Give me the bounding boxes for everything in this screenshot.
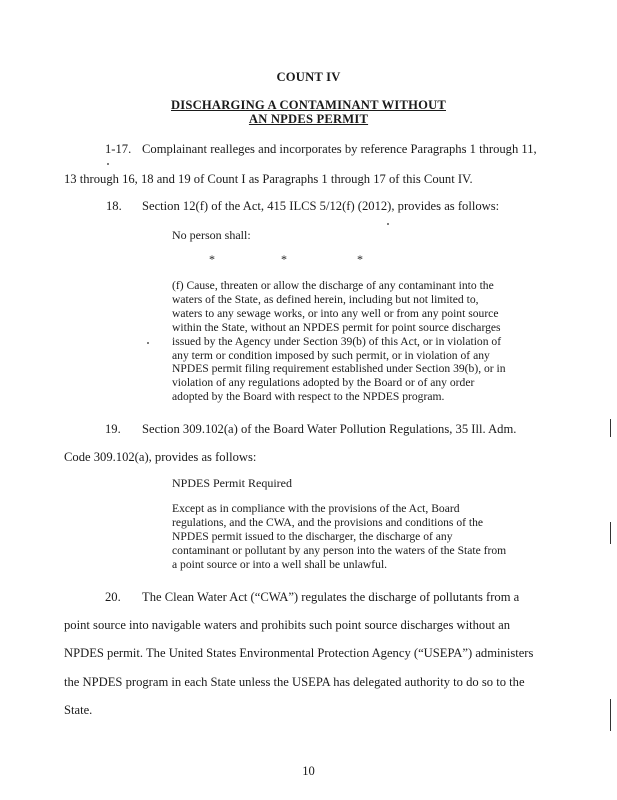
section-heading-line-1: DISCHARGING A CONTAMINANT WITHOUT: [171, 98, 446, 112]
count-title: COUNT IV: [276, 70, 341, 84]
quote-line: within the State, without an NPDES permit for point source discharges: [172, 320, 501, 334]
quote-line: waters to any sewage works, or into any well or from any point source: [172, 306, 499, 320]
section-12f-quote: [172, 279, 506, 404]
quote-intro: No person shall:: [172, 228, 251, 242]
scan-speck: [387, 223, 389, 225]
scan-edge-mark: [610, 419, 611, 437]
paragraph-number-19: 19.: [105, 422, 121, 436]
quote-line: Except as in compliance with the provisions of the Act, Board: [172, 502, 460, 515]
page-number: 10: [302, 764, 315, 778]
paragraph-number-20: 20.: [105, 590, 121, 604]
paragraph-17-line-2: 13 through 16, 18 and 19 of Count I as Paragraphs 1 through 17 of this Count IV.: [64, 172, 473, 186]
quote-line: any term or condition imposed by such permit, or in violation of any: [172, 348, 490, 362]
quote-line: NPDES permit filing requirement established under Section 39(b), or in: [172, 362, 506, 376]
section-heading-line-2: AN NPDES PERMIT: [248, 112, 369, 126]
quote-line: (f) Cause, threaten or allow the discharge of any contaminant into the: [172, 279, 494, 292]
paragraph-19-line-1: Section 309.102(a) of the Board Water Pollution Regulations, 35 Ill. Adm.: [142, 422, 517, 436]
quote-line: contaminant or pollutant by any person into the waters of the State from: [172, 543, 507, 557]
quote-line: adopted by the Board with respect to the NPDES program.: [172, 390, 445, 404]
paragraph-20-line-5: State.: [64, 703, 93, 717]
paragraph-19-line-2: Code 309.102(a), provides as follows:: [64, 450, 257, 464]
quote-line: a point source or into a well shall be unlawful.: [172, 557, 388, 571]
scan-edge-mark: [610, 522, 611, 544]
paragraph-20-line-4: the NPDES program in each State unless the USEPA has delegated authority to do so to the: [64, 675, 525, 689]
paragraph-20-line-2: point source into navigable waters and prohibits such point source discharges without an: [64, 618, 511, 632]
quote-line: violation of any regulations adopted by the Board or of any order: [172, 376, 475, 390]
quote-title: NPDES Permit Required: [172, 476, 292, 490]
scan-edge-mark: [610, 699, 611, 731]
quote-line: issued by the Agency under Section 39(b) of this Act, or in violation of: [172, 334, 502, 348]
section-309-quote: [172, 502, 506, 572]
paragraph-number-17: 1-17.: [105, 142, 132, 156]
paragraph-17-line-1: Complainant realleges and incorporates by reference Paragraphs 1 through 11,: [142, 142, 537, 156]
quote-line: regulations, and the CWA, and the provisions and conditions of the: [172, 515, 484, 529]
paragraph-number-18: 18.: [106, 199, 122, 213]
paragraph-18-line-1: Section 12(f) of the Act, 415 ILCS 5/12(f) (2012), provides as follows:: [142, 199, 500, 213]
ellipsis-asterisk-3: *: [357, 252, 363, 266]
quote-line: NPDES permit issued to the discharger, the discharge of any: [172, 529, 453, 543]
paragraph-20-line-1: The Clean Water Act (“CWA”) regulates the discharge of pollutants from a: [142, 590, 520, 604]
ellipsis-asterisk-2: *: [281, 252, 287, 266]
paragraph-20-line-3: NPDES permit. The United States Environmental Protection Agency (“USEPA”) administers: [64, 646, 534, 660]
scan-speck: [147, 342, 149, 344]
ellipsis-asterisk-1: *: [209, 252, 215, 266]
scan-speck: [107, 163, 109, 165]
quote-line: waters of the State, as defined herein, including but not limited to,: [172, 292, 479, 306]
